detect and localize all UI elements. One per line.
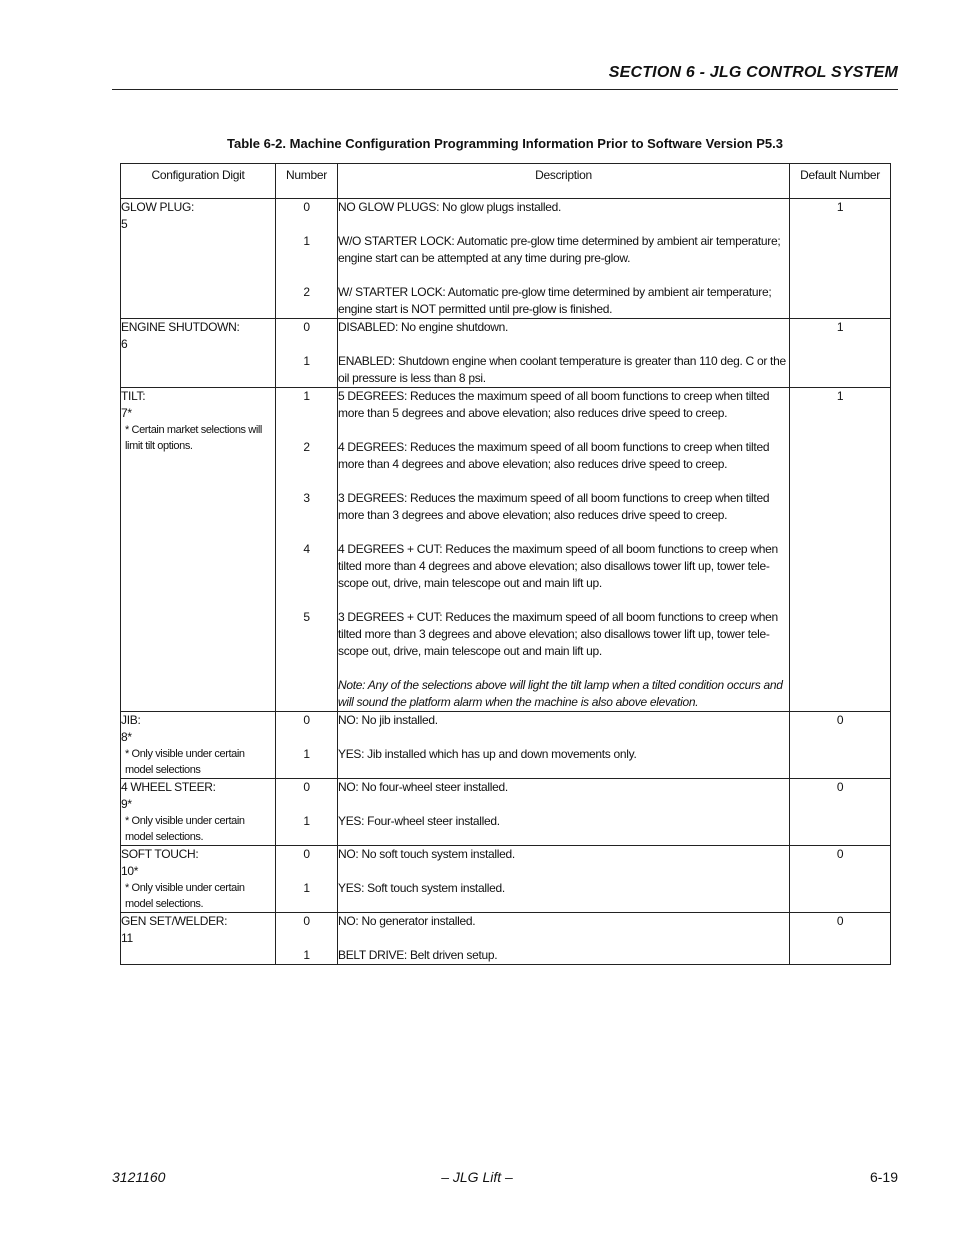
- number-cell: [276, 779, 338, 846]
- table-body: [121, 199, 891, 965]
- number-cell: [276, 319, 338, 388]
- footer-brand: – JLG Lift –: [441, 1169, 513, 1185]
- description-entry: BELT DRIVE: Belt driven setup.: [338, 948, 498, 962]
- number-entry: 0: [303, 914, 310, 928]
- number-cell: [276, 846, 338, 913]
- table-row: [121, 779, 891, 846]
- config-label: 4 WHEEL STEER:: [121, 780, 216, 794]
- config-digit-cell: [121, 913, 276, 965]
- config-note: * Only visible under certain model selections: [125, 748, 245, 776]
- description-entry: 4 DEGREES: Reduces the maximum speed of all boom functions to creep when tilted more than 4 degrees and above elevation; also reduces drive speed to creep.: [338, 440, 770, 471]
- number-entry: 0: [303, 713, 310, 727]
- config-label: JIB:: [121, 713, 141, 727]
- description-entry: 3 DEGREES: Reduces the maximum speed of all boom functions to creep when tilted more than 3 degrees and above elevation; also reduces drive speed to creep.: [338, 491, 770, 522]
- number-entry: 1: [303, 389, 310, 403]
- table-row: [121, 846, 891, 913]
- section-header: SECTION 6 - JLG CONTROL SYSTEM: [608, 64, 898, 81]
- number-entry: 1: [303, 234, 310, 248]
- description-entry: NO: No four-wheel steer installed.: [338, 780, 508, 794]
- default-number-cell: 0: [790, 779, 891, 846]
- config-digit: 8*: [121, 730, 132, 744]
- config-note: * Certain market selections will limit tilt options.: [125, 424, 262, 452]
- number-entry: 1: [303, 948, 310, 962]
- configuration-table: [120, 163, 891, 965]
- config-note: * Only visible under certain model selections.: [125, 882, 245, 910]
- description-entry: W/ STARTER LOCK: Automatic pre-glow time determined by ambient air temperature; engine start is NOT permitted until pre-glow is finished.: [338, 285, 772, 316]
- description-entry: NO: No generator installed.: [338, 914, 476, 928]
- config-digit: 5: [121, 217, 128, 231]
- config-label: SOFT TOUCH:: [121, 847, 199, 861]
- description-entry: ENABLED: Shutdown engine when coolant temperature is greater than 110 deg. C or the oil pressure is less than 8 psi.: [338, 354, 786, 385]
- number-entry: 3: [303, 491, 310, 505]
- config-digit: 10*: [121, 864, 139, 878]
- config-digit: 6: [121, 337, 128, 351]
- table-row: [121, 199, 891, 319]
- default-number-cell: 0: [790, 846, 891, 913]
- number-entry: 1: [303, 814, 310, 828]
- config-label: GEN SET/WELDER:: [121, 914, 228, 928]
- default-number-cell: 1: [790, 199, 891, 319]
- config-label: GLOW PLUG:: [121, 200, 195, 214]
- description-entry: 4 DEGREES + CUT: Reduces the maximum speed of all boom functions to creep when tilted more than 4 degrees and above elevation; also disallows tower lift up, tower tele-scope out, drive, main telescope out and main lift up.: [338, 542, 778, 590]
- table-title: Table 6-2. Machine Configuration Programming Information Prior to Software Version P5.3: [227, 136, 783, 151]
- number-entry: 4: [303, 542, 310, 556]
- config-note: * Only visible under certain model selections.: [125, 815, 245, 843]
- number-cell: [276, 199, 338, 319]
- table-header-row: [121, 164, 891, 199]
- config-digit-cell: [121, 319, 276, 388]
- description-cell: [338, 199, 790, 319]
- description-entry: NO: No soft touch system installed.: [338, 847, 515, 861]
- page-number: 6-19: [869, 1169, 898, 1185]
- description-entry: DISABLED: No engine shutdown.: [338, 320, 509, 334]
- description-entry: NO: No jib installed.: [338, 713, 438, 727]
- description-entry: YES: Soft touch system installed.: [338, 881, 505, 895]
- number-entry: 1: [303, 354, 310, 368]
- number-entry: 0: [303, 847, 310, 861]
- description-note: Note: Any of the selections above will light the tilt lamp when a tilted condition occurs and will sound the platform alarm when the machine is also above elevation.: [338, 678, 783, 709]
- number-cell: [276, 388, 338, 712]
- number-entry: 1: [303, 881, 310, 895]
- number-entry: 2: [303, 440, 310, 454]
- number-cell: [276, 712, 338, 779]
- description-entry: YES: Four-wheel steer installed.: [338, 814, 500, 828]
- config-digit-cell: [121, 779, 276, 846]
- default-number-cell: 0: [790, 913, 891, 965]
- number-cell: [276, 913, 338, 965]
- header-rule: [112, 89, 898, 90]
- description-entry: NO GLOW PLUGS: No glow plugs installed.: [338, 200, 562, 214]
- config-digit: 11: [121, 931, 133, 945]
- default-number-cell: 1: [790, 388, 891, 712]
- number-entry: 1: [303, 747, 310, 761]
- config-label: ENGINE SHUTDOWN:: [121, 320, 240, 334]
- description-entry: W/O STARTER LOCK: Automatic pre-glow time determined by ambient air temperature; engine start can be attempted at any time during pre-glow.: [338, 234, 781, 265]
- config-digit: 7*: [121, 406, 132, 420]
- column-header-default-number: Default Number: [790, 164, 891, 199]
- description-cell: [338, 779, 790, 846]
- description-cell: [338, 913, 790, 965]
- description-entry: YES: Jib installed which has up and down movements only.: [338, 747, 637, 761]
- table-row: [121, 913, 891, 965]
- description-cell: [338, 846, 790, 913]
- number-entry: 0: [303, 320, 310, 334]
- number-entry: 0: [303, 200, 310, 214]
- number-entry: 0: [303, 780, 310, 794]
- default-number-cell: 1: [790, 319, 891, 388]
- column-header-configuration-digit: Configuration Digit: [121, 164, 276, 199]
- document-number: 3121160: [112, 1169, 166, 1185]
- table-row: [121, 319, 891, 388]
- default-number-cell: 0: [790, 712, 891, 779]
- config-digit-cell: [121, 712, 276, 779]
- column-header-description: Description: [338, 164, 790, 199]
- config-digit-cell: [121, 846, 276, 913]
- description-cell: [338, 712, 790, 779]
- description-entry: 3 DEGREES + CUT: Reduces the maximum speed of all boom functions to creep when tilted more than 3 degrees and above elevation; also disallows tower lift up, tower tele-scope out, drive, main telescope out and main lift up.: [338, 610, 778, 658]
- description-cell: [338, 319, 790, 388]
- column-header-number: Number: [276, 164, 338, 199]
- table-row: [121, 388, 891, 712]
- config-digit: 9*: [121, 797, 132, 811]
- number-entry: 2: [303, 285, 310, 299]
- config-label: TILT:: [121, 389, 146, 403]
- config-digit-cell: [121, 199, 276, 319]
- description-cell: [338, 388, 790, 712]
- number-entry: 5: [303, 610, 310, 624]
- description-entry: 5 DEGREES: Reduces the maximum speed of all boom functions to creep when tilted more than 5 degrees and above elevation; also reduces drive speed to creep.: [338, 389, 770, 420]
- table-row: [121, 712, 891, 779]
- config-digit-cell: [121, 388, 276, 712]
